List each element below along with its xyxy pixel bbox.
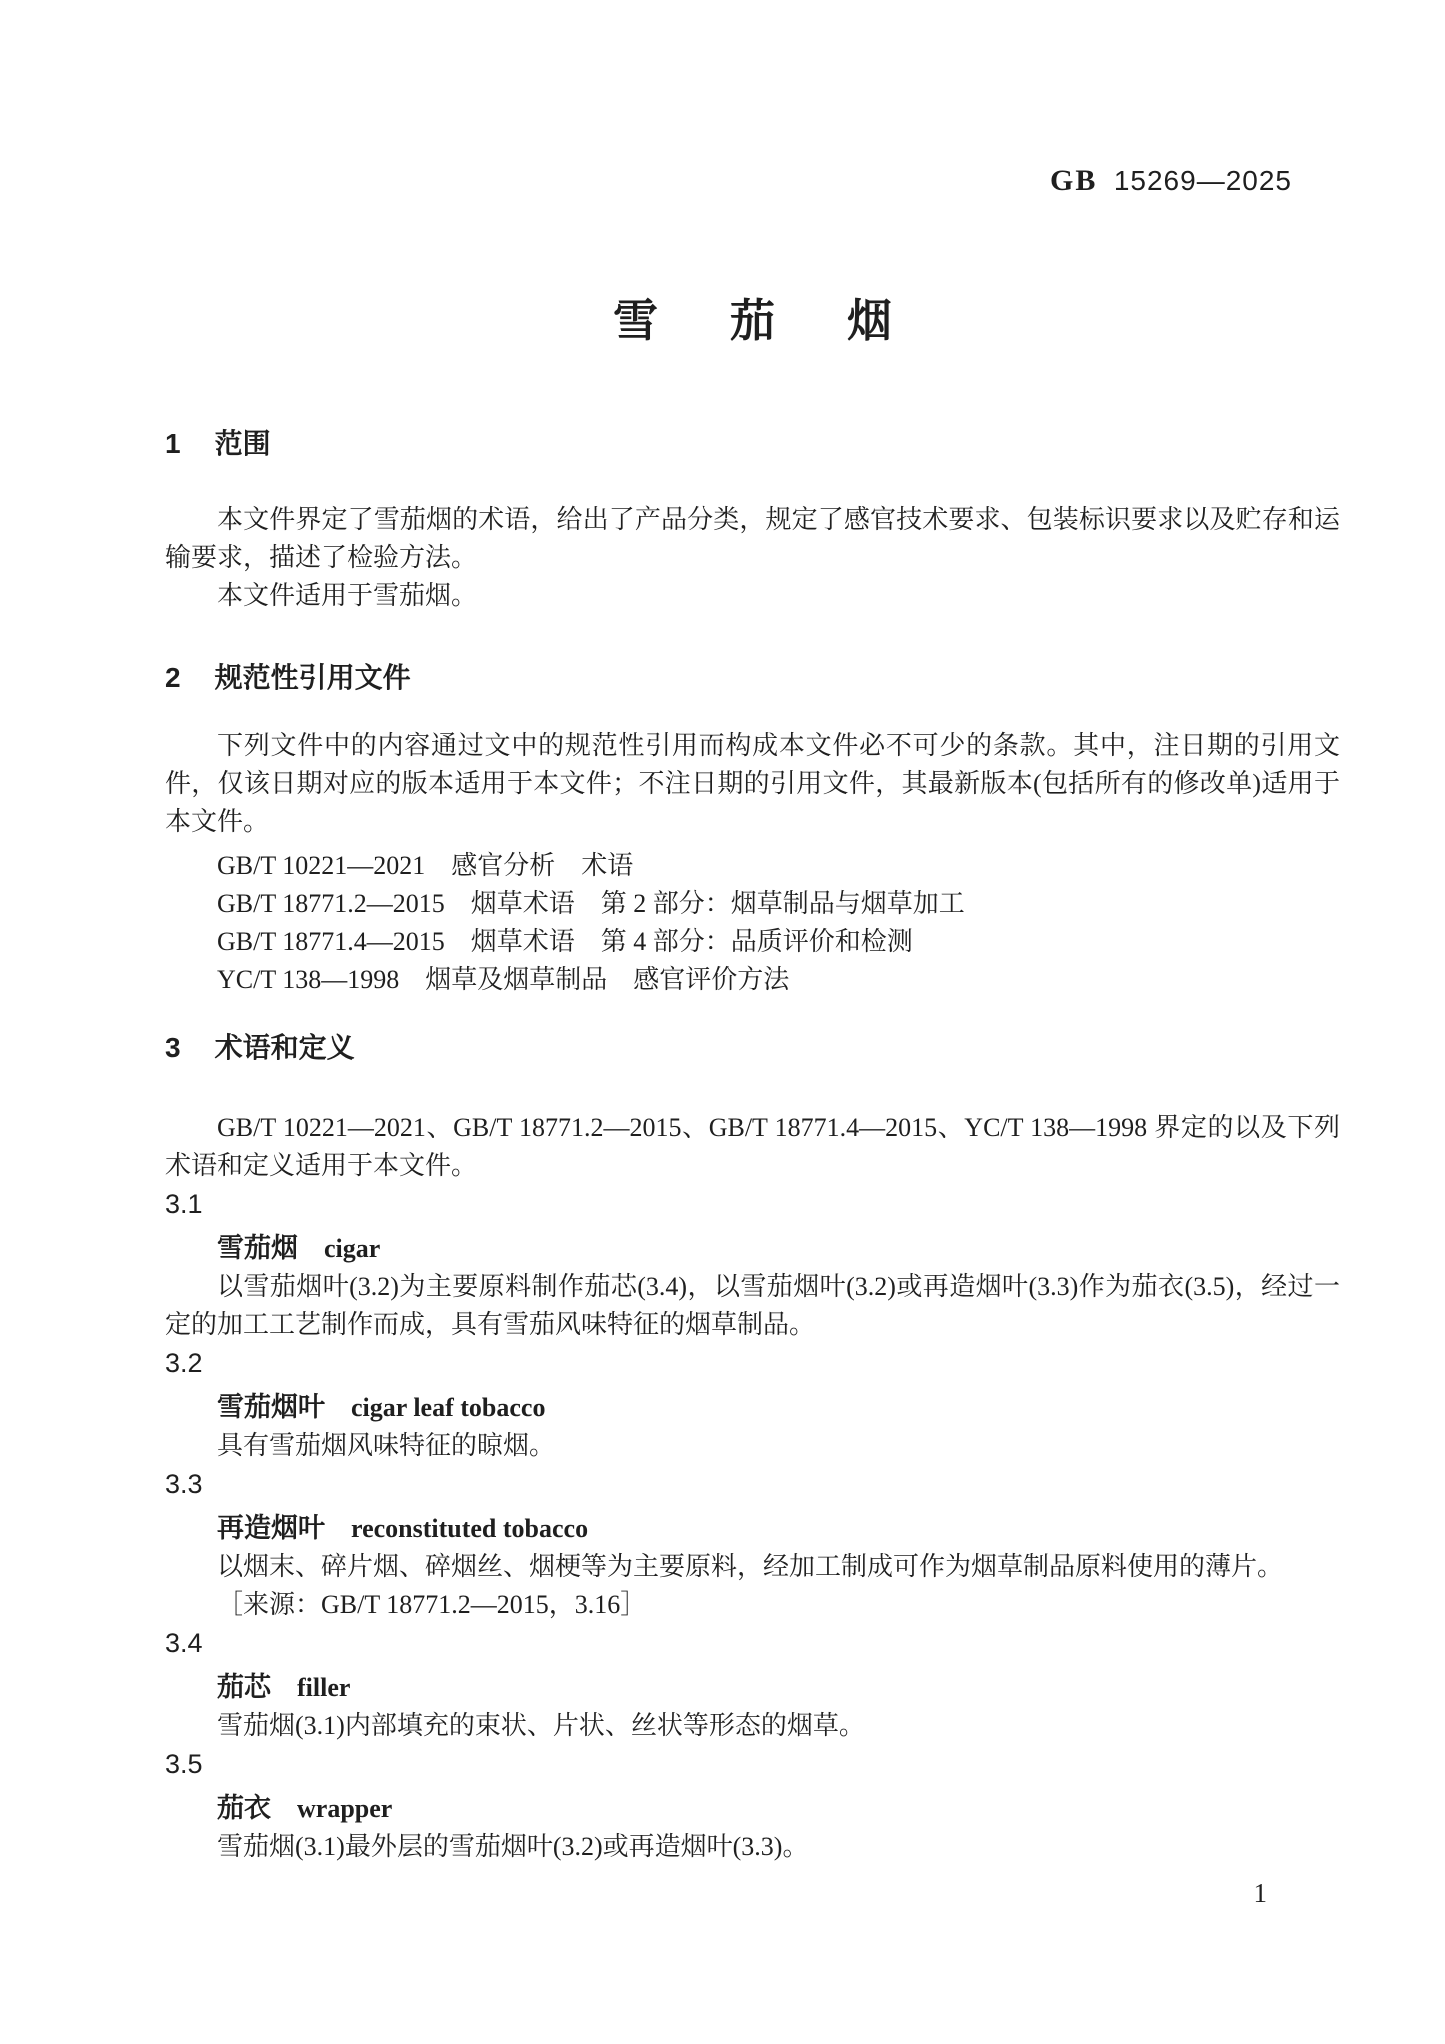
clause-number: 3.1 <box>165 1189 203 1219</box>
section-3-number: 3 <box>165 1032 181 1063</box>
term-name <box>165 1668 1340 1707</box>
term-definition: 具有雪茄烟风味特征的晾烟。 <box>217 1431 556 1460</box>
term-block-3-1 <box>165 1185 1340 1344</box>
reference-list <box>165 847 1340 999</box>
term-definition: 以烟末、碎片烟、碎烟丝、烟梗等为主要原料，经加工制成可作为烟草制品原料使用的薄片。 <box>217 1552 1284 1581</box>
term-definition: 雪茄烟(3.1)内部填充的束状、片状、丝状等形态的烟草。 <box>217 1711 865 1740</box>
section-3-title: 术语和定义 <box>214 1032 355 1063</box>
term-name <box>165 1229 1340 1268</box>
clause-number: 3.4 <box>165 1628 203 1658</box>
doc-code-prefix: GB <box>1049 164 1098 197</box>
normative-references-intro: 下列文件中的内容通过文中的规范性引用而构成本文件必不可少的条款。其中，注日期的引用文件，仅该日期对应的版本适用于本文件；不注日期的引用文件，其最新版本(包括所有的修改单)适用于本文件。 <box>165 731 1340 836</box>
clause-number: 3.2 <box>165 1348 203 1378</box>
reference-item: YC/T 138—1998 烟草及烟草制品 感官评价方法 <box>217 965 790 994</box>
term-en: reconstituted tobacco <box>351 1514 589 1543</box>
term-zh: 茄芯 <box>217 1672 271 1702</box>
term-name <box>165 1789 1340 1828</box>
section-2-number: 2 <box>165 662 181 693</box>
clause-number: 3.5 <box>165 1749 203 1779</box>
clause-number: 3.3 <box>165 1469 203 1499</box>
section-3-heading <box>165 1031 1340 1065</box>
section-1-heading <box>165 427 1340 461</box>
term-en: cigar leaf tobacco <box>351 1393 546 1422</box>
doc-code-number: 15269—2025 <box>1113 165 1292 196</box>
document-title: 雪茄烟 <box>612 295 964 346</box>
doc-code <box>165 0 1292 197</box>
term-zh: 雪茄烟叶 <box>217 1392 325 1422</box>
term-en: cigar <box>324 1234 381 1263</box>
term-source: ［来源：GB/T 18771.2—2015，3.16］ <box>217 1590 647 1619</box>
term-en: wrapper <box>297 1794 393 1823</box>
term-zh: 再造烟叶 <box>217 1513 325 1543</box>
reference-item: GB/T 18771.2—2015 烟草术语 第 2 部分：烟草制品与烟草加工 <box>217 889 965 918</box>
section-2-heading <box>165 661 1340 695</box>
term-block-3-5 <box>165 1745 1340 1866</box>
scope-paragraph-1: 本文件界定了雪茄烟的术语，给出了产品分类，规定了感官技术要求、包装标识要求以及贮存和运输要求，描述了检验方法。 <box>165 505 1340 572</box>
term-definition: 以雪茄烟叶(3.2)为主要原料制作茄芯(3.4)，以雪茄烟叶(3.2)或再造烟叶(3.3)作为茄衣(3.5)，经过一定的加工工艺制作而成，具有雪茄风味特征的烟草制品。 <box>165 1272 1340 1339</box>
term-block-3-4 <box>165 1624 1340 1745</box>
section-1-number: 1 <box>165 428 181 459</box>
term-definition: 雪茄烟(3.1)最外层的雪茄烟叶(3.2)或再造烟叶(3.3)。 <box>217 1832 809 1861</box>
term-name <box>165 1509 1340 1548</box>
term-zh: 茄衣 <box>217 1793 271 1823</box>
term-block-3-2 <box>165 1344 1340 1465</box>
reference-item: GB/T 18771.4—2015 烟草术语 第 4 部分：品质评价和检测 <box>217 927 913 956</box>
reference-item: GB/T 10221—2021 感官分析 术语 <box>217 851 634 880</box>
term-en: filler <box>297 1673 351 1702</box>
terms-intro: GB/T 10221—2021、GB/T 18771.2—2015、GB/T 18771.4—2015、YC/T 138—1998 界定的以及下列术语和定义适用于本文件。 <box>165 1113 1340 1180</box>
scope-paragraph-2: 本文件适用于雪茄烟。 <box>217 581 478 610</box>
term-zh: 雪茄烟 <box>217 1233 298 1263</box>
term-block-3-3 <box>165 1465 1340 1624</box>
page-number: 1 <box>1253 1878 1267 1908</box>
section-1-title: 范围 <box>214 428 271 459</box>
term-name <box>165 1388 1340 1427</box>
section-2-title: 规范性引用文件 <box>214 662 411 693</box>
